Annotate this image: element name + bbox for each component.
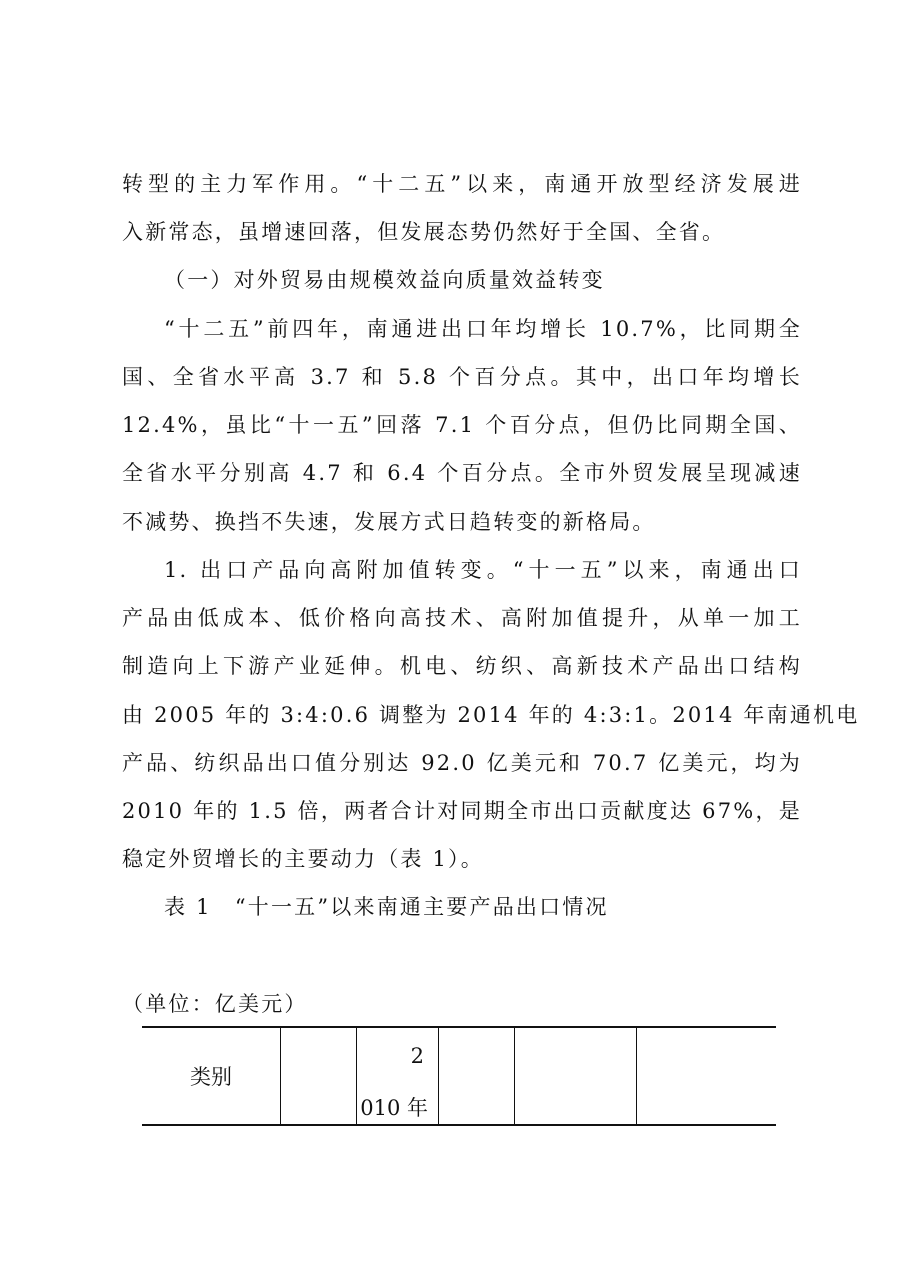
- header-cell-empty: [515, 1027, 637, 1125]
- paragraph-line: 全省水平分别高 4.7 和 6.4 个百分点。全市外贸发展呈现减速: [122, 461, 802, 485]
- header-category: 类别: [190, 1065, 232, 1089]
- paragraph-line: 产品由低成本、低价格向高技术、高附加值提升，从单一加工: [122, 606, 802, 630]
- header-cell-empty: [637, 1027, 777, 1125]
- paragraph-line: 制造向上下游产业延伸。机电、纺织、高新技术产品出口结构: [122, 654, 802, 678]
- header-cell-empty: [439, 1027, 515, 1125]
- header-year-top: 2: [410, 1044, 424, 1068]
- header-cell-empty: [281, 1027, 357, 1125]
- paragraph-line: 国、全省水平高 3.7 和 5.8 个百分点。其中，出口年均增长: [122, 365, 802, 389]
- paragraph-line: 2010 年的 1.5 倍，两者合计对同期全市出口贡献度达 67%，是: [122, 799, 802, 823]
- paragraph-line: 稳定外贸增长的主要动力（表 1）。: [122, 847, 484, 871]
- paragraph-line: 产品、纺织品出口值分别达 92.0 亿美元和 70.7 亿美元，均为: [122, 751, 802, 775]
- paragraph-line: 入新常态，虽增速回落，但发展态势仍然好于全国、全省。: [122, 220, 726, 244]
- header-year-bottom: 010 年: [360, 1096, 428, 1120]
- table-header-row: [142, 1027, 776, 1125]
- table-unit: （单位：亿美元）: [122, 992, 308, 1016]
- paragraph-line: 1. 出口产品向高附加值转变。“十一五”以来，南通出口: [164, 558, 802, 582]
- table-caption: 表 1 “十一五”以来南通主要产品出口情况: [164, 895, 609, 919]
- paragraph-line: 12.4%，虽比“十一五”回落 7.1 个百分点，但仍比同期全国、: [122, 413, 802, 437]
- section-heading: （一）对外贸易由规模效益向质量效益转变: [164, 268, 605, 292]
- paragraph-line: 转型的主力军作用。“十二五”以来，南通开放型经济发展进: [122, 172, 802, 196]
- export-table: [142, 1026, 776, 1126]
- paragraph-line: 由 2005 年的 3:4:0.6 调整为 2014 年的 4:3:1。2014 年南通机电: [122, 703, 860, 727]
- header-year-2010: [357, 1027, 439, 1125]
- paragraph-line: 不减势、换挡不失速，发展方式日趋转变的新格局。: [122, 510, 656, 534]
- paragraph-line: “十二五”前四年，南通进出口年均增长 10.7%，比同期全: [164, 317, 802, 341]
